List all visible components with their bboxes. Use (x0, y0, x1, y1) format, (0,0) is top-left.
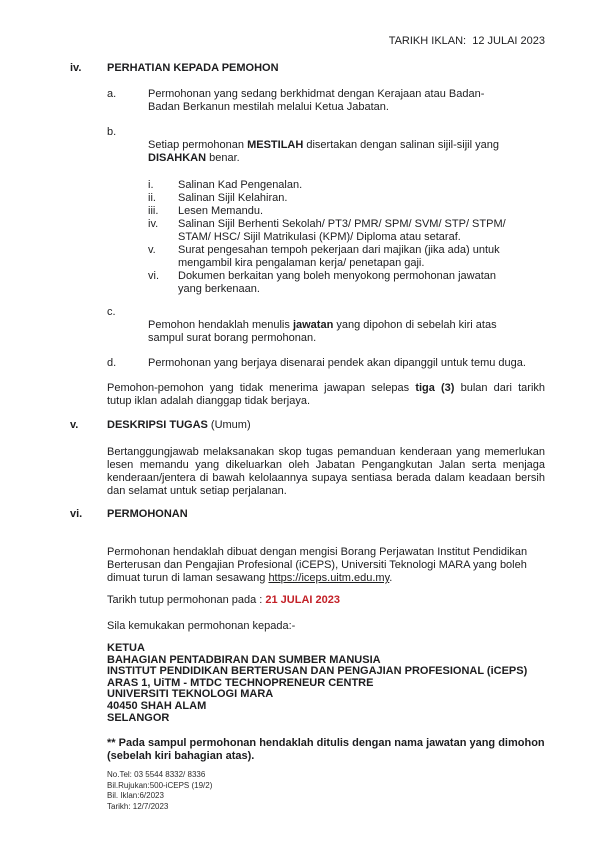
item-c-marker: c. (107, 306, 116, 318)
item-b-text: Setiap permohonan MESTILAH disertakan dengan salinan sijil-sijil yang DISAHKAN benar. (148, 139, 499, 164)
section-vi-numeral: vi. (70, 508, 83, 520)
item-a-text: Permohonan yang sedang berkhidmat dengan Kerajaan atau Badan- Badan Berkanun mestilah melalui Ketua Jabatan. (148, 88, 485, 113)
sublist-item-iv (148, 218, 545, 244)
sublist-item-iii (148, 205, 545, 218)
deadline-line (107, 594, 545, 607)
closing-note-line1: Pemohon-pemohon yang tidak menerima jawapan selepas tiga (3) bulan dari tarikh (107, 382, 546, 394)
mailing-address-block (107, 643, 545, 724)
section-v-numeral: v. (70, 419, 79, 431)
sublist-item-i-marker: i. (148, 179, 154, 191)
section-iv-numeral: iv. (70, 62, 82, 74)
job-description-line: Bertanggungjawab melaksanakan skop tugas pemanduan kenderaan yang memerlukan (107, 446, 545, 458)
address-line: 40450 SHAH ALAM (107, 699, 207, 712)
section-vi-title: PERMOHONAN (107, 508, 188, 520)
sublist-item-iv-text: Salinan Sijil Berhenti Sekolah/ PT3/ PMR/ SPM/ SVM/ STP/ STPM/ STAM/ HSC/ Sijil Matrikulasi (KPM)/ Diploma atau setaraf. (178, 218, 506, 243)
address-line: SELANGOR (107, 711, 170, 724)
item-a-marker: a. (107, 88, 117, 100)
envelope-note: ** Pada sampul permohonan hendaklah ditulis dengan nama jawatan yang dimohon (sebelah kiri bahagian atas). (107, 737, 545, 763)
item-d (107, 357, 545, 370)
sublist-item-v-text: Surat pengesahan tempoh pekerjaan dari majikan (jika ada) untuk mengambil kira pengalaman kerja/ penetapan gaji. (178, 244, 500, 269)
sublist-item-i (148, 179, 545, 192)
footer-advert-number-line: Bil. Iklan:6/2023 (107, 791, 164, 801)
sublist-item-iv-marker: iv. (148, 218, 159, 230)
certificate-sublist (148, 179, 545, 296)
item-b (107, 126, 545, 296)
item-d-marker: d. (107, 357, 117, 369)
sublist-item-ii (148, 192, 545, 205)
address-line: INSTITUT PENDIDIKAN BERTERUSAN DAN PENGAJIAN PROFESIONAL (iCEPS) (107, 665, 528, 678)
reference-footer (107, 770, 545, 812)
item-c-text: Pemohon hendaklah menulis jawatan yang dipohon di sebelah kiri atas sampul surat borang permohonan. (148, 319, 497, 344)
item-c (107, 306, 545, 345)
deadline-label: Tarikh tutup permohonan pada : (107, 594, 266, 606)
job-description-line: kenderaan/jentera di bawah kelolaannya supaya sentiasa berada dalam keadaan bersih (107, 472, 545, 484)
sublist-item-vi-text: Dokumen berkaitan yang boleh menyokong permohonan jawatan yang berkenaan. (178, 270, 496, 295)
application-paragraph: Permohonan hendaklah dibuat dengan mengisi Borang Perjawatan Institut Pendidikan Berterusan dan Pengajian Profesional (iCEPS), Universiti Teknologi MARA yang boleh dimuat turun di laman sesawang https://iceps.uitm.edu.my. (107, 546, 528, 584)
section-v (70, 419, 545, 498)
job-description-paragraph (107, 446, 545, 498)
deadline-date: 21 JULAI 2023 (265, 594, 340, 606)
address-line: KETUA (107, 642, 145, 654)
section-iv-title: PERHATIAN KEPADA PEMOHON (107, 62, 279, 74)
sublist-item-i-text: Salinan Kad Pengenalan. (178, 179, 303, 191)
job-description-line: dan selamat untuk setiap perjalanan. (107, 485, 287, 497)
sublist-item-vi (148, 270, 545, 296)
sublist-item-iii-text: Lesen Memandu. (178, 205, 263, 217)
closing-note (107, 382, 545, 408)
advert-date-header: TARIKH IKLAN: 12 JULAI 2023 (388, 35, 545, 47)
sublist-item-ii-marker: ii. (148, 192, 156, 204)
footer-reference-line: Bil.Rujukan:500-iCEPS (19/2) (107, 780, 213, 790)
section-v-title: DESKRIPSI TUGAS (Umum) (107, 419, 251, 431)
submit-intro: Sila kemukakan permohonan kepada:- (107, 620, 296, 632)
sublist-item-vi-marker: vi. (148, 270, 159, 282)
sublist-item-iii-marker: iii. (148, 205, 159, 217)
address-line: ARAS 1, UiTM - MTDC TECHNOPRENEUR CENTRE (107, 676, 374, 689)
sublist-item-ii-text: Salinan Sijil Kelahiran. (178, 192, 288, 204)
sublist-item-v-marker: v. (148, 244, 156, 256)
section-iv (70, 62, 545, 408)
item-a (107, 88, 545, 114)
closing-note-line2: tutup iklan adalah dianggap tidak berjaya. (107, 395, 311, 407)
address-line: UNIVERSITI TEKNOLOGI MARA (107, 688, 274, 701)
footer-tel-line: No.Tel: 03 5544 8332/ 8336 (107, 770, 206, 780)
iceps-website-link[interactable]: https://iceps.uitm.edu.my (268, 572, 390, 584)
job-description-line: lesen memandu yang dikeluarkan oleh Jabatan Pengangkutan Jalan serta menjaga (107, 459, 545, 471)
item-b-marker: b. (107, 126, 117, 138)
sublist-item-v (148, 244, 545, 270)
item-d-text: Permohonan yang berjaya disenarai pendek akan dipanggil untuk temu duga. (148, 357, 526, 369)
section-vi (70, 508, 545, 763)
address-line: BAHAGIAN PENTADBIRAN DAN SUMBER MANUSIA (107, 653, 381, 666)
footer-date-line: Tarikh: 12/7/2023 (107, 801, 169, 811)
